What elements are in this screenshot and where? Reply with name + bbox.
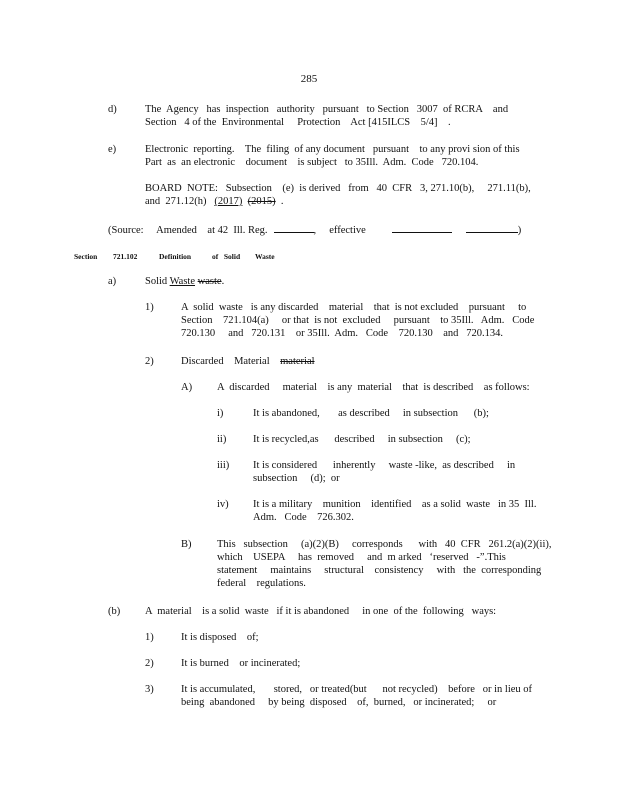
list-item-label: iii) — [217, 460, 230, 471]
source-text: (Source: Amended at 42 Ill. Reg. — [108, 225, 268, 236]
item-a-period: . — [221, 276, 225, 287]
list-item-label: iv) — [217, 499, 229, 510]
item-e-line-2: Part as an electronic document is subject to 35Ill. Adm. Code 720.104. — [145, 157, 479, 168]
section-number: 721.102 — [113, 252, 138, 261]
item-d-line-1: The Agency has inspection authority pursuant to Section 3007 of RCRA and — [145, 104, 509, 115]
effective-date-blank-2 — [466, 222, 518, 233]
page-number: 285 — [300, 73, 318, 85]
item-a2A-line-1: A discarded material is any material that is described as follows: — [217, 382, 530, 393]
board-note-line-1: BOARD NOTE: Subsection (e) is derived from 40 CFR 3, 271.10(b), 271.11(b), — [145, 183, 531, 194]
item-a2-text-start: Discarded Material — [181, 356, 281, 367]
section-title-word-3: Waste — [255, 252, 275, 261]
item-a2-text — [181, 355, 315, 369]
section-title-word-1: Definition — [159, 252, 192, 261]
item-label-a2: 2) — [145, 356, 154, 367]
board-note-text: and 271.12(h) — [145, 196, 215, 207]
list-item-line-2: subsection (d); or — [253, 473, 340, 484]
list-item-line-1: It is accumulated, stored, or treated(but not recycled) before or in lieu of — [181, 684, 533, 695]
inserted-year: (2017) — [214, 196, 243, 207]
item-a-text — [145, 275, 224, 289]
deleted-word: waste — [197, 276, 222, 287]
source-effective-text: , effective — [313, 225, 366, 236]
item-label-d: d) — [108, 104, 117, 115]
list-item-label: 1) — [145, 632, 154, 643]
deleted-year: (2015) — [247, 196, 276, 207]
item-label-a: a) — [108, 276, 117, 287]
list-item-line-1: It is recycled,as described in subsection (c); — [253, 434, 471, 445]
effective-date-blank-1 — [392, 222, 452, 233]
source-close: ) — [517, 225, 522, 236]
list-item-label: 2) — [145, 658, 154, 669]
item-a2B-line-4: federal regulations. — [217, 578, 306, 589]
list-item-line-1: It is abandoned, as described in subsection (b); — [253, 408, 489, 419]
item-label-a2B: B) — [181, 539, 192, 550]
item-a1-line-2: Section 721.104(a) or that is not excluded pursuant to 35Ill. Adm. Code — [181, 315, 535, 326]
list-item-line-1: It is a military munition identified as a solid waste in 35 Ill. — [253, 499, 537, 510]
list-item-line-1: It is considered inherently waste -like, as described in — [253, 460, 516, 471]
list-item-label: ii) — [217, 434, 227, 445]
list-item-label: 3) — [145, 684, 154, 695]
list-item-line-1: It is disposed of; — [181, 632, 259, 643]
source-note — [108, 222, 521, 238]
board-note-line-2 — [145, 195, 284, 209]
item-a1-line-1: A solid waste is any discarded material that is not excluded pursuant to — [181, 302, 527, 313]
deleted-word: material — [280, 356, 315, 367]
item-a1-line-3: 720.130 and 720.131 or 35Ill. Adm. Code 720.130 and 720.134. — [181, 328, 503, 339]
section-title-word-2: of Solid — [212, 252, 241, 261]
list-item-line-2: Adm. Code 726.302. — [253, 512, 354, 523]
inserted-word: Waste — [169, 276, 196, 287]
item-e-line-1: Electronic reporting. The filing of any document pursuant to any provi sion of this — [145, 144, 520, 155]
register-page-blank — [274, 222, 314, 233]
item-a2B-line-3: statement maintains structural consistency with the corresponding — [217, 565, 542, 576]
item-a2B-line-2: which USEPA has removed and m arked ‘reserved -”.This — [217, 552, 506, 563]
item-b-line-1: A material is a solid waste if it is abandoned in one of the following ways: — [145, 606, 497, 617]
section-label: Section — [74, 252, 98, 261]
item-d-line-2: Section 4 of the Environmental Protection Act [415ILCS 5/4] . — [145, 117, 451, 128]
item-label-a1: 1) — [145, 302, 154, 313]
list-item-label: i) — [217, 408, 224, 419]
item-a2B-line-1: This subsection (a)(2)(B) corresponds with 40 CFR 261.2(a)(2)(ii), — [217, 539, 552, 550]
list-item-line-1: It is burned or incinerated; — [181, 658, 301, 669]
list-item-line-2: being abandoned by being disposed of, burned, or incinerated; or — [181, 697, 497, 708]
board-note-end: . — [275, 196, 284, 207]
item-label-e: e) — [108, 144, 117, 155]
item-label-b: (b) — [108, 606, 121, 617]
item-label-a2A: A) — [181, 382, 193, 393]
item-a-text-start: Solid — [145, 276, 170, 287]
